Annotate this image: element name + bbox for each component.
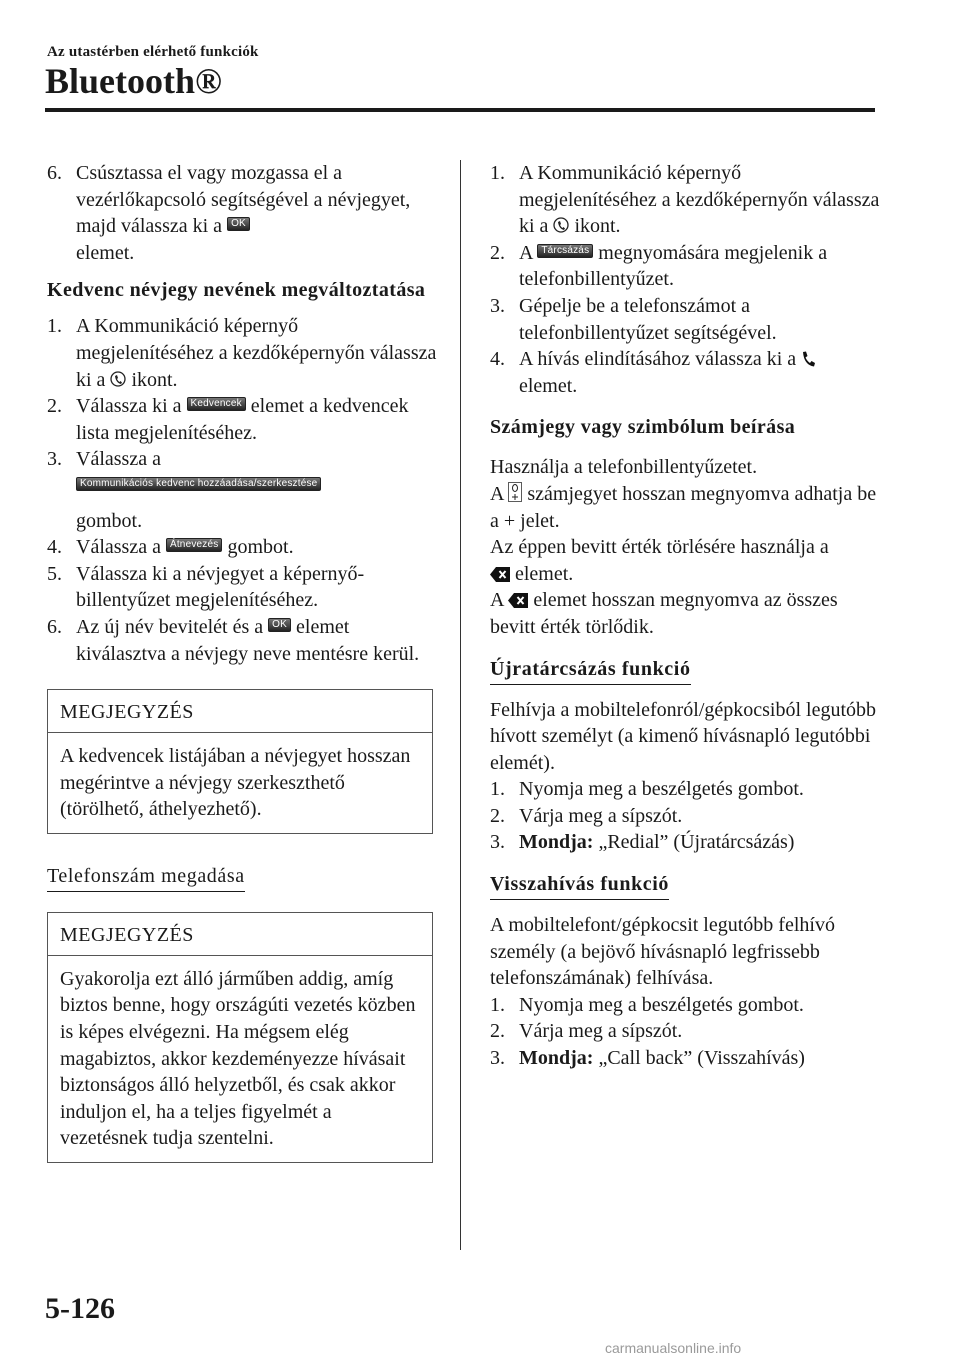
page-number: 5-126	[45, 1292, 115, 1325]
list-item: 4. A hívás elindításához válassza ki a elemet.	[490, 346, 880, 399]
column-divider	[460, 160, 461, 1250]
paragraph: Felhívja a mobiltelefonról/gépkocsiból legutóbb hívott személyt (a kimenő hívásnapló legutóbbi elemét).	[490, 698, 877, 774]
backspace-icon	[508, 593, 528, 608]
note-body: A kedvencek listájában a névjegyet hosszan megérintve a névjegy szerkeszthető (törölhető, áthelyezhető).	[60, 745, 411, 821]
paragraph: Használja a telefonbillentyűzetet.	[490, 456, 758, 479]
list-item: 6. Csúsztassa el vagy mozgassa el a vezérlőkapcsoló segítségével a névjegyet, majd válassza ki a OK elemet.	[47, 162, 411, 264]
note-box	[47, 689, 433, 834]
dial-button-icon: Tárcsázás	[537, 244, 593, 258]
page-title: Bluetooth®	[45, 61, 222, 101]
paragraph: A mobiltelefont/gépkocsit legutóbb felhívó személy (a bejövő hívásnapló legfrissebb telefonszámának) felhívása.	[490, 914, 835, 990]
phone-call-icon	[801, 351, 815, 367]
list-item: 3. Gépelje be a telefonszámot a telefonbillentyűzet segítségével.	[490, 294, 777, 344]
paragraph: A számjegyet hosszan megnyomva adhatja be a + jelet.	[490, 482, 877, 532]
favorites-button-icon: Kedvencek	[187, 397, 246, 411]
communication-icon	[553, 216, 569, 234]
header-divider	[45, 108, 875, 112]
add-edit-favorite-button-icon: Kommunikációs kedvenc hozzáadása/szerkesztése	[76, 477, 321, 491]
paragraph: Az éppen bevitt érték törlésére használja a elemet.	[490, 536, 829, 585]
list-item: 1. Nyomja meg a beszélgetés gombot.	[490, 778, 804, 801]
list-item: 2. Válassza ki a Kedvencek elemet a kedvencek lista megjelenítéséhez.	[47, 395, 409, 444]
backspace-icon	[490, 567, 510, 582]
section-heading-digit-entry: Számjegy vagy szimbólum beírása	[490, 416, 796, 439]
section-label: Az utastérben elérhető funkciók	[47, 44, 259, 60]
list-item: 1. A Kommunikáció képernyő megjelenítéséhez a kezdőképernyőn válassza ki a ikont.	[490, 162, 880, 238]
list-item: 4. Válassza a Átnevezés gombot.	[47, 536, 294, 559]
section-heading-redial: Újratárcsázás funkció	[490, 657, 691, 685]
list-item: 3. Mondja: „Call back” (Visszahívás)	[490, 1047, 805, 1070]
note-box	[47, 912, 433, 1163]
section-heading-phone-number: Telefonszám megadása	[47, 864, 245, 892]
note-title: MEGJEGYZÉS	[48, 913, 432, 956]
rename-button-icon: Átnevezés	[166, 538, 223, 552]
communication-icon	[110, 370, 126, 388]
section-heading-rename: Kedvenc névjegy nevének megváltoztatása	[47, 279, 426, 302]
paragraph: A elemet hosszan megnyomva az összes bevitt érték törlődik.	[490, 589, 838, 638]
ok-button-icon: OK	[227, 217, 250, 231]
list-item: 3. Mondja: „Redial” (Újratárcsázás)	[490, 831, 795, 854]
list-item: 1. Nyomja meg a beszélgetés gombot.	[490, 993, 804, 1016]
section-heading-callback: Visszahívás funkció	[490, 872, 669, 900]
left-column	[47, 160, 437, 1163]
list-item: 6. Az új név bevitelét és a OK elemet kiválasztva a névjegy neve mentésre kerül.	[47, 615, 420, 665]
note-title: MEGJEGYZÉS	[48, 690, 432, 733]
list-item: 1. A Kommunikáció képernyő megjelenítéséhez a kezdőképernyőn válassza ki a ikont.	[47, 315, 437, 391]
watermark[interactable]: carmanualsonline.info	[605, 1340, 742, 1356]
list-item: 3. Válassza a Kommunikációs kedvenc hozzáadása/szerkesztése gombot.	[47, 446, 437, 534]
zero-plus-key-icon	[508, 482, 522, 502]
list-item: 2. Várja meg a sípszót.	[490, 804, 683, 827]
list-item: 5. Válassza ki a névjegyet a képernyő-billentyűzet megjelenítéséhez.	[47, 562, 365, 612]
note-body: Gyakorolja ezt álló járműben addig, amíg biztos benne, hogy országúti vezetés közben is képes elvégezni. Ha mégsem elég magabiztos, akkor kezdeményezze hívásait biztonságos álló helyzetből, és csak akkor induljon el, ha a teljes figyelmét a vezetésnek tudja szentelni.	[60, 967, 416, 1150]
list-item: 2. A Tárcsázás megnyomására megjelenik a telefonbillentyűzet.	[490, 241, 828, 291]
right-column	[490, 160, 880, 1072]
ok-button-icon: OK	[268, 618, 291, 632]
list-item: 2. Várja meg a sípszót.	[490, 1020, 683, 1043]
